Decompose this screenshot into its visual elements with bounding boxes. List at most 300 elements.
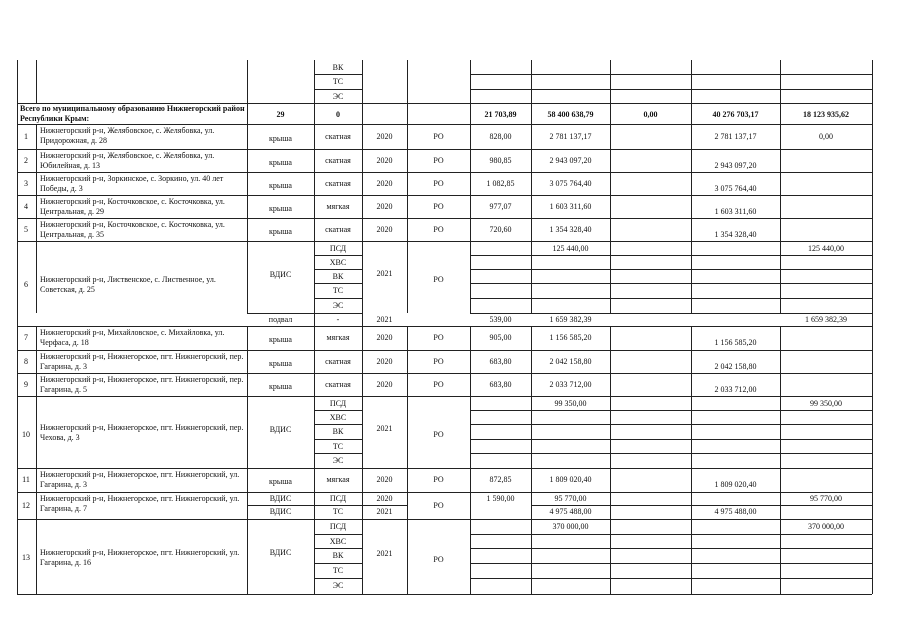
grid-line-horizontal bbox=[314, 410, 362, 411]
grid-line-horizontal bbox=[314, 563, 362, 564]
address-text: Нижнегорский р-н, Нижнегорское, пгт. Нижнегорский, ул. Гагарина, д. 3 bbox=[40, 470, 240, 489]
grid-line-vertical bbox=[780, 60, 781, 103]
grid-line-horizontal bbox=[470, 298, 872, 299]
grid-line-vertical bbox=[470, 149, 471, 172]
subsystem-label: ЭС bbox=[332, 456, 344, 465]
total-cell: 4 975 488,00 bbox=[549, 507, 592, 516]
grid-line-horizontal bbox=[247, 505, 407, 506]
grid-line-horizontal bbox=[470, 283, 872, 284]
grid-line-horizontal bbox=[314, 89, 362, 90]
budget-cell: 1 809 020,40 bbox=[714, 480, 757, 489]
grid-line-vertical bbox=[780, 396, 781, 468]
grid-line-horizontal bbox=[314, 269, 362, 270]
element-cell: крыша bbox=[269, 358, 292, 368]
total-cell: 3 075 764,40 bbox=[549, 178, 592, 188]
grid-line-vertical bbox=[36, 373, 37, 396]
grid-line-vertical bbox=[610, 326, 611, 350]
grid-line-vertical bbox=[314, 103, 315, 124]
grid-line-vertical bbox=[780, 149, 781, 172]
grid-line-horizontal bbox=[17, 594, 872, 595]
summary-other: 18 123 935,62 bbox=[803, 110, 849, 119]
element-cell: крыша bbox=[269, 180, 292, 190]
row-number: 8 bbox=[24, 356, 28, 366]
grid-line-vertical bbox=[247, 103, 248, 124]
grid-line-vertical bbox=[36, 468, 37, 492]
grid-line-vertical bbox=[470, 350, 471, 373]
grid-line-horizontal bbox=[470, 89, 872, 90]
total-cell: 1 809 020,40 bbox=[549, 475, 592, 484]
grid-line-vertical bbox=[691, 218, 692, 241]
grid-line-vertical bbox=[247, 468, 248, 492]
budget-cell: 1 354 328,40 bbox=[714, 229, 757, 239]
budget-cell: 1 603 311,60 bbox=[714, 206, 757, 216]
year-cell: 2021 bbox=[376, 548, 393, 558]
grid-line-horizontal bbox=[17, 172, 872, 173]
method-cell: РО bbox=[433, 178, 444, 188]
method-cell: РО bbox=[433, 554, 444, 564]
grid-line-vertical bbox=[610, 218, 611, 241]
grid-line-horizontal bbox=[470, 534, 872, 535]
grid-line-vertical bbox=[610, 519, 611, 594]
grid-line-vertical bbox=[470, 60, 471, 103]
grid-line-vertical bbox=[407, 519, 408, 594]
grid-line-horizontal bbox=[470, 439, 872, 440]
element-cell: ВДИС bbox=[269, 425, 292, 434]
grid-line-vertical bbox=[470, 172, 471, 195]
grid-line-vertical bbox=[362, 103, 363, 124]
year-cell: 2020 bbox=[376, 379, 393, 389]
address-text: Нижнегорский р-н, Нижнегорское, пгт. Нижнегорский, пер. Чехова, д. 3 bbox=[40, 423, 244, 442]
element-cell: ВДИС bbox=[269, 507, 292, 516]
year-cell: 2020 bbox=[376, 201, 393, 211]
grid-line-vertical bbox=[691, 468, 692, 492]
grid-line-vertical bbox=[247, 60, 248, 103]
grid-line-vertical bbox=[691, 241, 692, 313]
grid-line-vertical bbox=[610, 60, 611, 103]
budget-cell: 2 033 712,00 bbox=[714, 384, 757, 394]
grid-line-horizontal bbox=[17, 468, 872, 469]
grid-line-vertical bbox=[36, 519, 37, 594]
summary-budget: 40 276 703,17 bbox=[712, 110, 759, 119]
grid-line-horizontal bbox=[470, 269, 872, 270]
subsystem-label: ХВС bbox=[329, 413, 347, 422]
grid-line-vertical bbox=[362, 519, 363, 594]
grid-line-vertical bbox=[531, 373, 532, 396]
grid-line-vertical bbox=[247, 241, 248, 313]
grid-line-horizontal bbox=[531, 505, 872, 506]
budget-cell: 2 781 137,17 bbox=[714, 131, 757, 141]
address-text: Нижнегорский р-н, Косточковское, с. Косточковка, ул. Центральная, д. 35 bbox=[40, 220, 225, 239]
row-number: 6 bbox=[24, 280, 28, 289]
year-cell: 2020 bbox=[376, 475, 393, 484]
summary-area: 21 703,89 bbox=[484, 110, 517, 119]
grid-line-vertical bbox=[531, 396, 532, 468]
element-cell: крыша bbox=[269, 477, 292, 486]
grid-line-vertical bbox=[407, 103, 408, 124]
year-cell: 2021 bbox=[376, 424, 393, 433]
grid-line-vertical bbox=[247, 149, 248, 172]
grid-line-vertical bbox=[314, 373, 315, 396]
grid-line-vertical bbox=[531, 172, 532, 195]
type-cell: скатная bbox=[325, 356, 351, 366]
element-cell: крыша bbox=[269, 133, 292, 143]
grid-line-vertical bbox=[314, 218, 315, 241]
area-cell: 1 590,00 bbox=[486, 494, 515, 503]
psd-total-cell: 99 350,00 bbox=[554, 399, 587, 408]
subsystem-label: ТС bbox=[332, 566, 344, 575]
row-number: 7 bbox=[24, 333, 28, 342]
method-cell: РО bbox=[433, 379, 444, 389]
method-cell: РО bbox=[433, 201, 444, 211]
address-text: Нижнегорский р-н, Зоркинское, с. Зоркино, ул. 40 лет Победы, д. 3 bbox=[40, 174, 224, 193]
total-cell: 1 603 311,60 bbox=[549, 201, 592, 211]
year-cell: 2020 bbox=[376, 178, 393, 188]
grid-line-horizontal bbox=[314, 283, 362, 284]
grid-line-vertical bbox=[314, 350, 315, 373]
grid-line-vertical bbox=[407, 350, 408, 373]
budget-cell: 3 075 764,40 bbox=[714, 183, 757, 193]
type-cell: скатная bbox=[325, 131, 351, 141]
row-number: 13 bbox=[22, 553, 30, 562]
grid-line-horizontal bbox=[17, 124, 872, 125]
element-cell: подвал bbox=[268, 315, 293, 324]
grid-line-vertical bbox=[314, 60, 315, 103]
grid-line-vertical bbox=[407, 172, 408, 195]
element-cell: крыша bbox=[269, 203, 292, 213]
grid-line-vertical bbox=[531, 468, 532, 492]
address-text: Нижнегорский р-н, Желябовское, с. Желябовка, ул. Юбилейная, д. 13 bbox=[40, 151, 215, 170]
method-cell: РО bbox=[433, 224, 444, 234]
grid-line-horizontal bbox=[470, 563, 872, 564]
grid-line-vertical bbox=[247, 396, 248, 468]
element-cell: крыша bbox=[269, 335, 292, 344]
grid-line-horizontal bbox=[17, 149, 872, 150]
type-cell: - bbox=[336, 315, 340, 324]
type-cell: мягкая bbox=[326, 201, 350, 211]
grid-line-vertical bbox=[470, 519, 471, 594]
grid-line-vertical bbox=[314, 149, 315, 172]
grid-line-vertical bbox=[362, 468, 363, 492]
grid-line-vertical bbox=[247, 373, 248, 396]
grid-line-vertical bbox=[407, 396, 408, 468]
grid-line-horizontal bbox=[17, 373, 872, 374]
grid-line-vertical bbox=[610, 172, 611, 195]
type-cell: мягкая bbox=[326, 333, 350, 342]
other-cell: 1 659 382,39 bbox=[805, 315, 847, 324]
address-text: Нижнегорский р-н, Нижнегорское, пгт. Нижнегорский, пер. Гагарина, д. 5 bbox=[40, 375, 244, 394]
address-text: Нижнегорский р-н, Михайловское, с. Михайловка, ул. Черфаса, д. 18 bbox=[40, 328, 225, 347]
summary-count: 29 bbox=[276, 110, 285, 119]
grid-line-vertical bbox=[470, 468, 471, 492]
grid-line-vertical bbox=[780, 373, 781, 396]
total-cell: 1 354 328,40 bbox=[549, 224, 592, 234]
grid-line-vertical bbox=[36, 195, 37, 218]
subsystem-label: ЭС bbox=[332, 92, 344, 101]
grid-line-vertical bbox=[247, 519, 248, 594]
grid-line-vertical bbox=[531, 195, 532, 218]
grid-line-vertical bbox=[314, 326, 315, 350]
grid-line-horizontal bbox=[314, 74, 362, 75]
grid-line-vertical bbox=[691, 519, 692, 594]
year-cell: 2020 bbox=[376, 131, 393, 141]
grid-line-vertical bbox=[531, 149, 532, 172]
area-cell: 980,85 bbox=[489, 155, 512, 165]
grid-line-horizontal bbox=[314, 298, 362, 299]
grid-line-vertical bbox=[362, 326, 363, 350]
grid-line-vertical bbox=[314, 396, 315, 468]
grid-line-horizontal bbox=[470, 453, 872, 454]
grid-line-vertical bbox=[780, 326, 781, 350]
grid-line-horizontal bbox=[247, 313, 362, 314]
psd-total-cell: 370 000,00 bbox=[552, 522, 589, 531]
grid-line-vertical bbox=[780, 218, 781, 241]
row-number: 9 bbox=[24, 379, 28, 389]
summary-zero: 0 bbox=[336, 110, 340, 119]
type-cell: ПСД bbox=[329, 494, 347, 503]
grid-line-vertical bbox=[610, 124, 611, 149]
total-cell: 2 033 712,00 bbox=[549, 379, 592, 389]
budget-cell: 2 042 158,80 bbox=[714, 361, 757, 371]
grid-line-horizontal bbox=[470, 313, 872, 314]
grid-line-horizontal bbox=[17, 326, 872, 327]
grid-line-vertical bbox=[872, 60, 873, 594]
grid-line-vertical bbox=[362, 195, 363, 218]
grid-line-horizontal bbox=[17, 519, 872, 520]
grid-line-vertical bbox=[531, 241, 532, 313]
address-text: Нижнегорский р-н, Нижнегорское, пгт. Нижнегорский, пер. Гагарина, д. 3 bbox=[40, 352, 244, 371]
row-number: 11 bbox=[22, 475, 30, 484]
psd-other-cell: 370 000,00 bbox=[808, 522, 844, 531]
grid-line-vertical bbox=[610, 241, 611, 313]
type-cell: скатная bbox=[325, 379, 351, 389]
row-number: 4 bbox=[24, 201, 28, 211]
grid-line-horizontal bbox=[17, 396, 872, 397]
grid-line-vertical bbox=[314, 519, 315, 594]
total-cell: 2 781 137,17 bbox=[549, 131, 592, 141]
summary-label: Всего по муниципальному образованию Нижнегорский район Республики Крым: bbox=[20, 104, 245, 123]
grid-line-vertical bbox=[610, 195, 611, 218]
grid-line-vertical bbox=[531, 350, 532, 373]
grid-line-vertical bbox=[362, 124, 363, 149]
grid-line-vertical bbox=[531, 103, 532, 124]
grid-line-vertical bbox=[362, 149, 363, 172]
grid-line-vertical bbox=[531, 218, 532, 241]
grid-line-vertical bbox=[780, 468, 781, 492]
grid-line-horizontal bbox=[314, 255, 362, 256]
grid-line-horizontal bbox=[470, 74, 872, 75]
grid-line-vertical bbox=[610, 149, 611, 172]
grid-line-horizontal bbox=[470, 410, 872, 411]
grid-line-vertical bbox=[780, 172, 781, 195]
subsystem-label: ХВС bbox=[329, 537, 347, 546]
grid-line-vertical bbox=[314, 241, 315, 313]
grid-line-vertical bbox=[247, 218, 248, 241]
grid-line-vertical bbox=[362, 218, 363, 241]
method-cell: РО bbox=[433, 475, 444, 484]
grid-line-vertical bbox=[780, 241, 781, 313]
grid-line-vertical bbox=[691, 149, 692, 172]
grid-line-vertical bbox=[362, 241, 363, 313]
total-cell: 1 156 585,20 bbox=[549, 333, 592, 342]
method-cell: РО bbox=[433, 430, 444, 439]
total-cell: 1 659 382,39 bbox=[549, 315, 592, 324]
grid-line-vertical bbox=[610, 373, 611, 396]
budget-cell: 4 975 488,00 bbox=[714, 507, 757, 516]
subsystem-label: ЭС bbox=[332, 581, 344, 590]
type-cell: скатная bbox=[325, 224, 351, 234]
grid-line-vertical bbox=[780, 350, 781, 373]
grid-line-vertical bbox=[247, 172, 248, 195]
element-cell: ВДИС bbox=[269, 548, 292, 557]
method-cell: РО bbox=[433, 333, 444, 342]
grid-line-vertical bbox=[691, 60, 692, 103]
psd-other-cell: 99 350,00 bbox=[810, 399, 842, 408]
subsystem-label: ВК bbox=[332, 272, 344, 281]
grid-line-vertical bbox=[531, 519, 532, 594]
row-number: 1 bbox=[24, 131, 28, 141]
grid-line-vertical bbox=[470, 124, 471, 149]
grid-line-vertical bbox=[247, 350, 248, 373]
grid-line-vertical bbox=[36, 492, 37, 519]
grid-line-vertical bbox=[247, 195, 248, 218]
area-cell: 683,80 bbox=[489, 356, 512, 366]
year-cell: 2020 bbox=[376, 494, 393, 503]
element-cell: ВДИС bbox=[269, 494, 292, 503]
psd-other-cell: 125 440,00 bbox=[808, 244, 844, 253]
grid-line-vertical bbox=[407, 218, 408, 241]
row-number: 10 bbox=[22, 430, 30, 439]
grid-line-vertical bbox=[531, 326, 532, 350]
subsystem-label: ВК bbox=[332, 63, 344, 72]
area-cell: 977,07 bbox=[489, 201, 512, 211]
row-number: 5 bbox=[24, 224, 28, 234]
grid-line-vertical bbox=[36, 124, 37, 149]
address-text: Нижнегорский р-н, Лиственское, с. Лиственное, ул. Советская, д. 25 bbox=[40, 275, 216, 294]
grid-line-vertical bbox=[36, 218, 37, 241]
address-text: Нижнегорский р-н, Желябовское, с. Желябовка, ул. Придорожная, д. 28 bbox=[40, 126, 215, 145]
year-cell: 2020 bbox=[376, 333, 393, 342]
grid-line-horizontal bbox=[314, 578, 362, 579]
grid-line-vertical bbox=[407, 241, 408, 313]
element-cell: крыша bbox=[269, 381, 292, 391]
year-cell: 2021 bbox=[376, 269, 393, 278]
area-cell: 720,60 bbox=[489, 224, 512, 234]
grid-line-vertical bbox=[407, 149, 408, 172]
grid-line-vertical bbox=[247, 326, 248, 350]
row-number: 12 bbox=[22, 501, 30, 510]
grid-line-vertical bbox=[691, 103, 692, 124]
grid-line-vertical bbox=[314, 313, 315, 326]
grid-line-horizontal bbox=[470, 548, 872, 549]
grid-line-horizontal bbox=[470, 255, 872, 256]
grid-line-vertical bbox=[780, 519, 781, 594]
grid-line-vertical bbox=[610, 468, 611, 492]
total-cell: 95 770,00 bbox=[554, 494, 587, 503]
grid-line-vertical bbox=[314, 195, 315, 218]
subsystem-label: ТС bbox=[332, 77, 344, 86]
grid-line-vertical bbox=[470, 492, 471, 519]
element-cell: ВДИС bbox=[269, 270, 292, 279]
grid-line-vertical bbox=[362, 396, 363, 468]
area-cell: 683,80 bbox=[489, 379, 512, 389]
grid-line-vertical bbox=[407, 60, 408, 103]
type-cell: скатная bbox=[325, 155, 351, 165]
subsystem-label: ЭС bbox=[332, 301, 344, 310]
year-cell: 2020 bbox=[376, 155, 393, 165]
grid-line-horizontal bbox=[17, 218, 872, 219]
type-cell: скатная bbox=[325, 178, 351, 188]
grid-line-vertical bbox=[362, 373, 363, 396]
grid-line-vertical bbox=[470, 241, 471, 313]
grid-line-vertical bbox=[17, 60, 18, 594]
grid-line-vertical bbox=[36, 396, 37, 468]
grid-line-horizontal bbox=[314, 424, 362, 425]
grid-line-vertical bbox=[470, 396, 471, 468]
address-text: Нижнегорский р-н, Нижнегорское, пгт. Нижнегорский, ул. Гагарина, д. 16 bbox=[40, 548, 240, 567]
grid-line-vertical bbox=[470, 326, 471, 350]
grid-line-horizontal bbox=[17, 195, 872, 196]
method-cell: РО bbox=[433, 356, 444, 366]
grid-line-vertical bbox=[470, 373, 471, 396]
method-cell: РО bbox=[433, 155, 444, 165]
grid-line-horizontal bbox=[314, 453, 362, 454]
grid-line-vertical bbox=[36, 326, 37, 350]
grid-line-vertical bbox=[691, 350, 692, 373]
address-text: Нижнегорский р-н, Косточковское, с. Косточковка, ул. Центральная, д. 29 bbox=[40, 197, 225, 216]
method-cell: РО bbox=[433, 501, 444, 510]
grid-line-vertical bbox=[691, 373, 692, 396]
grid-line-vertical bbox=[691, 326, 692, 350]
subsystem-label: ТС bbox=[332, 286, 344, 295]
grid-line-vertical bbox=[691, 172, 692, 195]
grid-line-vertical bbox=[691, 124, 692, 149]
grid-line-vertical bbox=[314, 172, 315, 195]
grid-line-vertical bbox=[407, 468, 408, 492]
grid-line-vertical bbox=[407, 373, 408, 396]
type-cell: мягкая bbox=[326, 475, 350, 484]
element-cell: крыша bbox=[269, 226, 292, 236]
grid-line-vertical bbox=[470, 218, 471, 241]
summary-total: 58 400 638,79 bbox=[547, 110, 594, 119]
other-cell: 95 770,00 bbox=[810, 494, 842, 503]
method-cell: РО bbox=[433, 275, 444, 284]
grid-line-vertical bbox=[610, 396, 611, 468]
subsystem-label: ТС bbox=[332, 442, 344, 451]
grid-line-vertical bbox=[36, 350, 37, 373]
psd-total-cell: 125 440,00 bbox=[552, 244, 589, 253]
grid-line-vertical bbox=[610, 103, 611, 124]
year-cell: 2021 bbox=[376, 507, 393, 516]
year-cell: 2021 bbox=[376, 315, 393, 324]
grid-line-vertical bbox=[407, 492, 408, 519]
grid-line-horizontal bbox=[470, 424, 872, 425]
grid-line-vertical bbox=[362, 60, 363, 103]
subsystem-label: ПСД bbox=[329, 522, 347, 531]
subsystem-label: ХВС bbox=[329, 258, 347, 267]
subsystem-label: ВК bbox=[332, 427, 344, 436]
grid-line-vertical bbox=[780, 195, 781, 218]
other-cell: 0,00 bbox=[819, 131, 833, 141]
budget-cell: 2 943 097,20 bbox=[714, 160, 757, 170]
grid-line-vertical bbox=[36, 60, 37, 103]
grid-line-vertical bbox=[314, 468, 315, 492]
row-number: 3 bbox=[24, 178, 28, 188]
grid-line-vertical bbox=[36, 149, 37, 172]
grid-line-vertical bbox=[362, 172, 363, 195]
grid-line-vertical bbox=[691, 195, 692, 218]
grid-line-vertical bbox=[36, 241, 37, 313]
grid-line-horizontal bbox=[314, 548, 362, 549]
